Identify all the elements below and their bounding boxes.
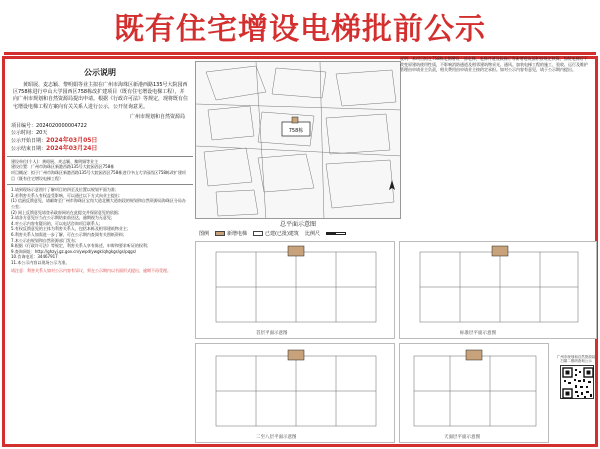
qr-code-icon[interactable] [560,365,594,399]
project-no-label: 项目编号： [11,122,37,129]
new-elevator-mark [292,117,298,123]
plan-label: 天面层平面示意图 [444,435,480,440]
legend-item-elevator: 新增电梯 [215,230,247,237]
feedback-way-item: 8.根据《行政许可法》等规定，利害关系人享有陈述、申辩和要求听证的权利； [11,243,151,249]
feedback-way-item: 6.利害关系人如需进一步了解，可在公示期内查阅有关图纸资料； [11,231,127,237]
title-divider [4,52,596,55]
start-date: 2024年03月05日 [46,136,98,144]
plan-label: 首层平面示意图 [256,331,288,336]
qr-caption: 广州市规划和自然资源局 扫描二维码查询公示 [556,355,596,363]
feedback-way-item: (2) 网上反馈意见请登录政府网站在此提交并保留意见的依据； [11,209,122,215]
feedback-way-item: 9.查询网址：http://ghzyj.gz.gov.cn/ywpd/ywgk/qhgkgs/gs/pqgs/ [11,248,137,254]
plan-label: 二至八层平面示意图 [256,435,297,440]
project-no-row [11,123,193,130]
warning-note: 请注意：利害关系人如对公示内容有异议，须在公示期内以书面形式提出，逾期不再受理。 [11,267,171,273]
project-summary: 项目概况：拟于广州市海珠区新港西路135号大院园西区758栋进行中山大学园西区758栋改扩建项目（既有住宅增设电梯工程） [11,170,186,181]
feedback-ways [11,187,189,265]
site-plan-drawing [196,62,401,219]
feedback-way-item: 7.本公示由规划和自然资源部门发布； [11,237,79,243]
address-label: 建设位置： [11,164,31,170]
map-legend [195,227,401,239]
plan-ground-floor [195,241,395,339]
builder-label: 建设单位(个人)： [11,158,43,164]
divider [7,184,193,185]
page-title-bar [0,0,600,52]
feedback-way-item: (1) 信函反馈意见，请邮寄至广州市海珠区宝岗大道北侧大道南段的规划和自然资源局海珠区分局办公室； [11,198,186,209]
site-plan-map [195,61,401,219]
floor-plans [195,241,599,444]
legend-item-existing: 已建(已批)建筑 [253,230,299,237]
feedback-way-item: 4.对公示内容有疑问的，可以电话咨询项目联系人； [11,220,103,226]
feedback-way-item: 5.有权反馈意见的主体为利害关系人，包括本栋及相邻建筑物业主； [11,226,131,232]
builder-value: 黄昭展、麦志颖、黎明娟等业主 [42,158,99,164]
start-label: 公示开始日期： [11,137,47,144]
scale-bar-icon [326,232,346,235]
notice-heading: 公示说明 [84,68,116,77]
plan-roof [399,343,549,443]
project-meta [11,123,193,153]
feedback-way-item: 1.请到现场示意图片了解项目的四至及位置以规划平面为准； [11,187,119,193]
project-no: 2024020000004722 [36,122,87,129]
period-row: 公示时间：20天 [11,129,48,136]
start-row [11,137,193,145]
notice-board [2,56,598,447]
notice-signature: 广州市规划和自然资源局 [129,113,185,120]
site-plan-caption: 总平面示意图 [279,221,316,228]
plan-standard-floor [399,241,597,339]
feedback-way-item: 3.请各方意见应当在公示期结束前送达，逾期视为无意见； [11,215,115,221]
end-label: 公示结束日期： [11,145,47,152]
end-row [11,145,193,153]
plan-upper-floors [195,343,395,443]
building-label: 758栋 [288,128,304,134]
page-title: 既有住宅增设电梯批前公示 [114,12,486,47]
divider [7,156,193,157]
notice-body: 黄昭展、麦志颖、黎明娟等业主拟在广州市海珠区新港西路135号大院园西区758栋进行中山大学园西区758栋改扩建项目（既有住宅增设电梯工程），并向广州市规划和自然资源局提出申请。根据《行政许可法》等规定，现将既有住宅增设电梯工程方案向有关关系人进行公示，公开征询意见。 [13,82,189,110]
builder-info [11,159,189,181]
feedback-way-item: 2.若利害关系人有权益受影响，可以通过以下方式向业主提出： [11,192,123,198]
feedback-way-item: 11.本公示内容以现场公示为准。 [11,259,70,265]
legend-title: 图例 [199,230,210,237]
end-date: 2024年03月24日 [46,144,98,152]
address-value: 广州市海珠区新港西路135号大院园西区758栋 [31,164,115,170]
plan-label: 标准层平面示意图 [460,331,496,336]
notice-column [7,61,193,442]
feedback-way-item: 10.咨询电话：34467917 [11,254,58,260]
project-description: 说明：本项目拟在758栋北侧增设一部电梯，电梯井道及候梯厅等新增建筑面积按规定核算。加装电梯后不改变原建筑使用性质，不影响消防通道及相邻建筑物采光、通风。加装电梯工程的施工、验收、运行及维护管理由申请业主负责，相关费用由申请业主按约定承担。如对公示内容有意见，请于公示期内提出。 [400,56,588,73]
legend-item-scale: 比例尺 [304,230,320,237]
